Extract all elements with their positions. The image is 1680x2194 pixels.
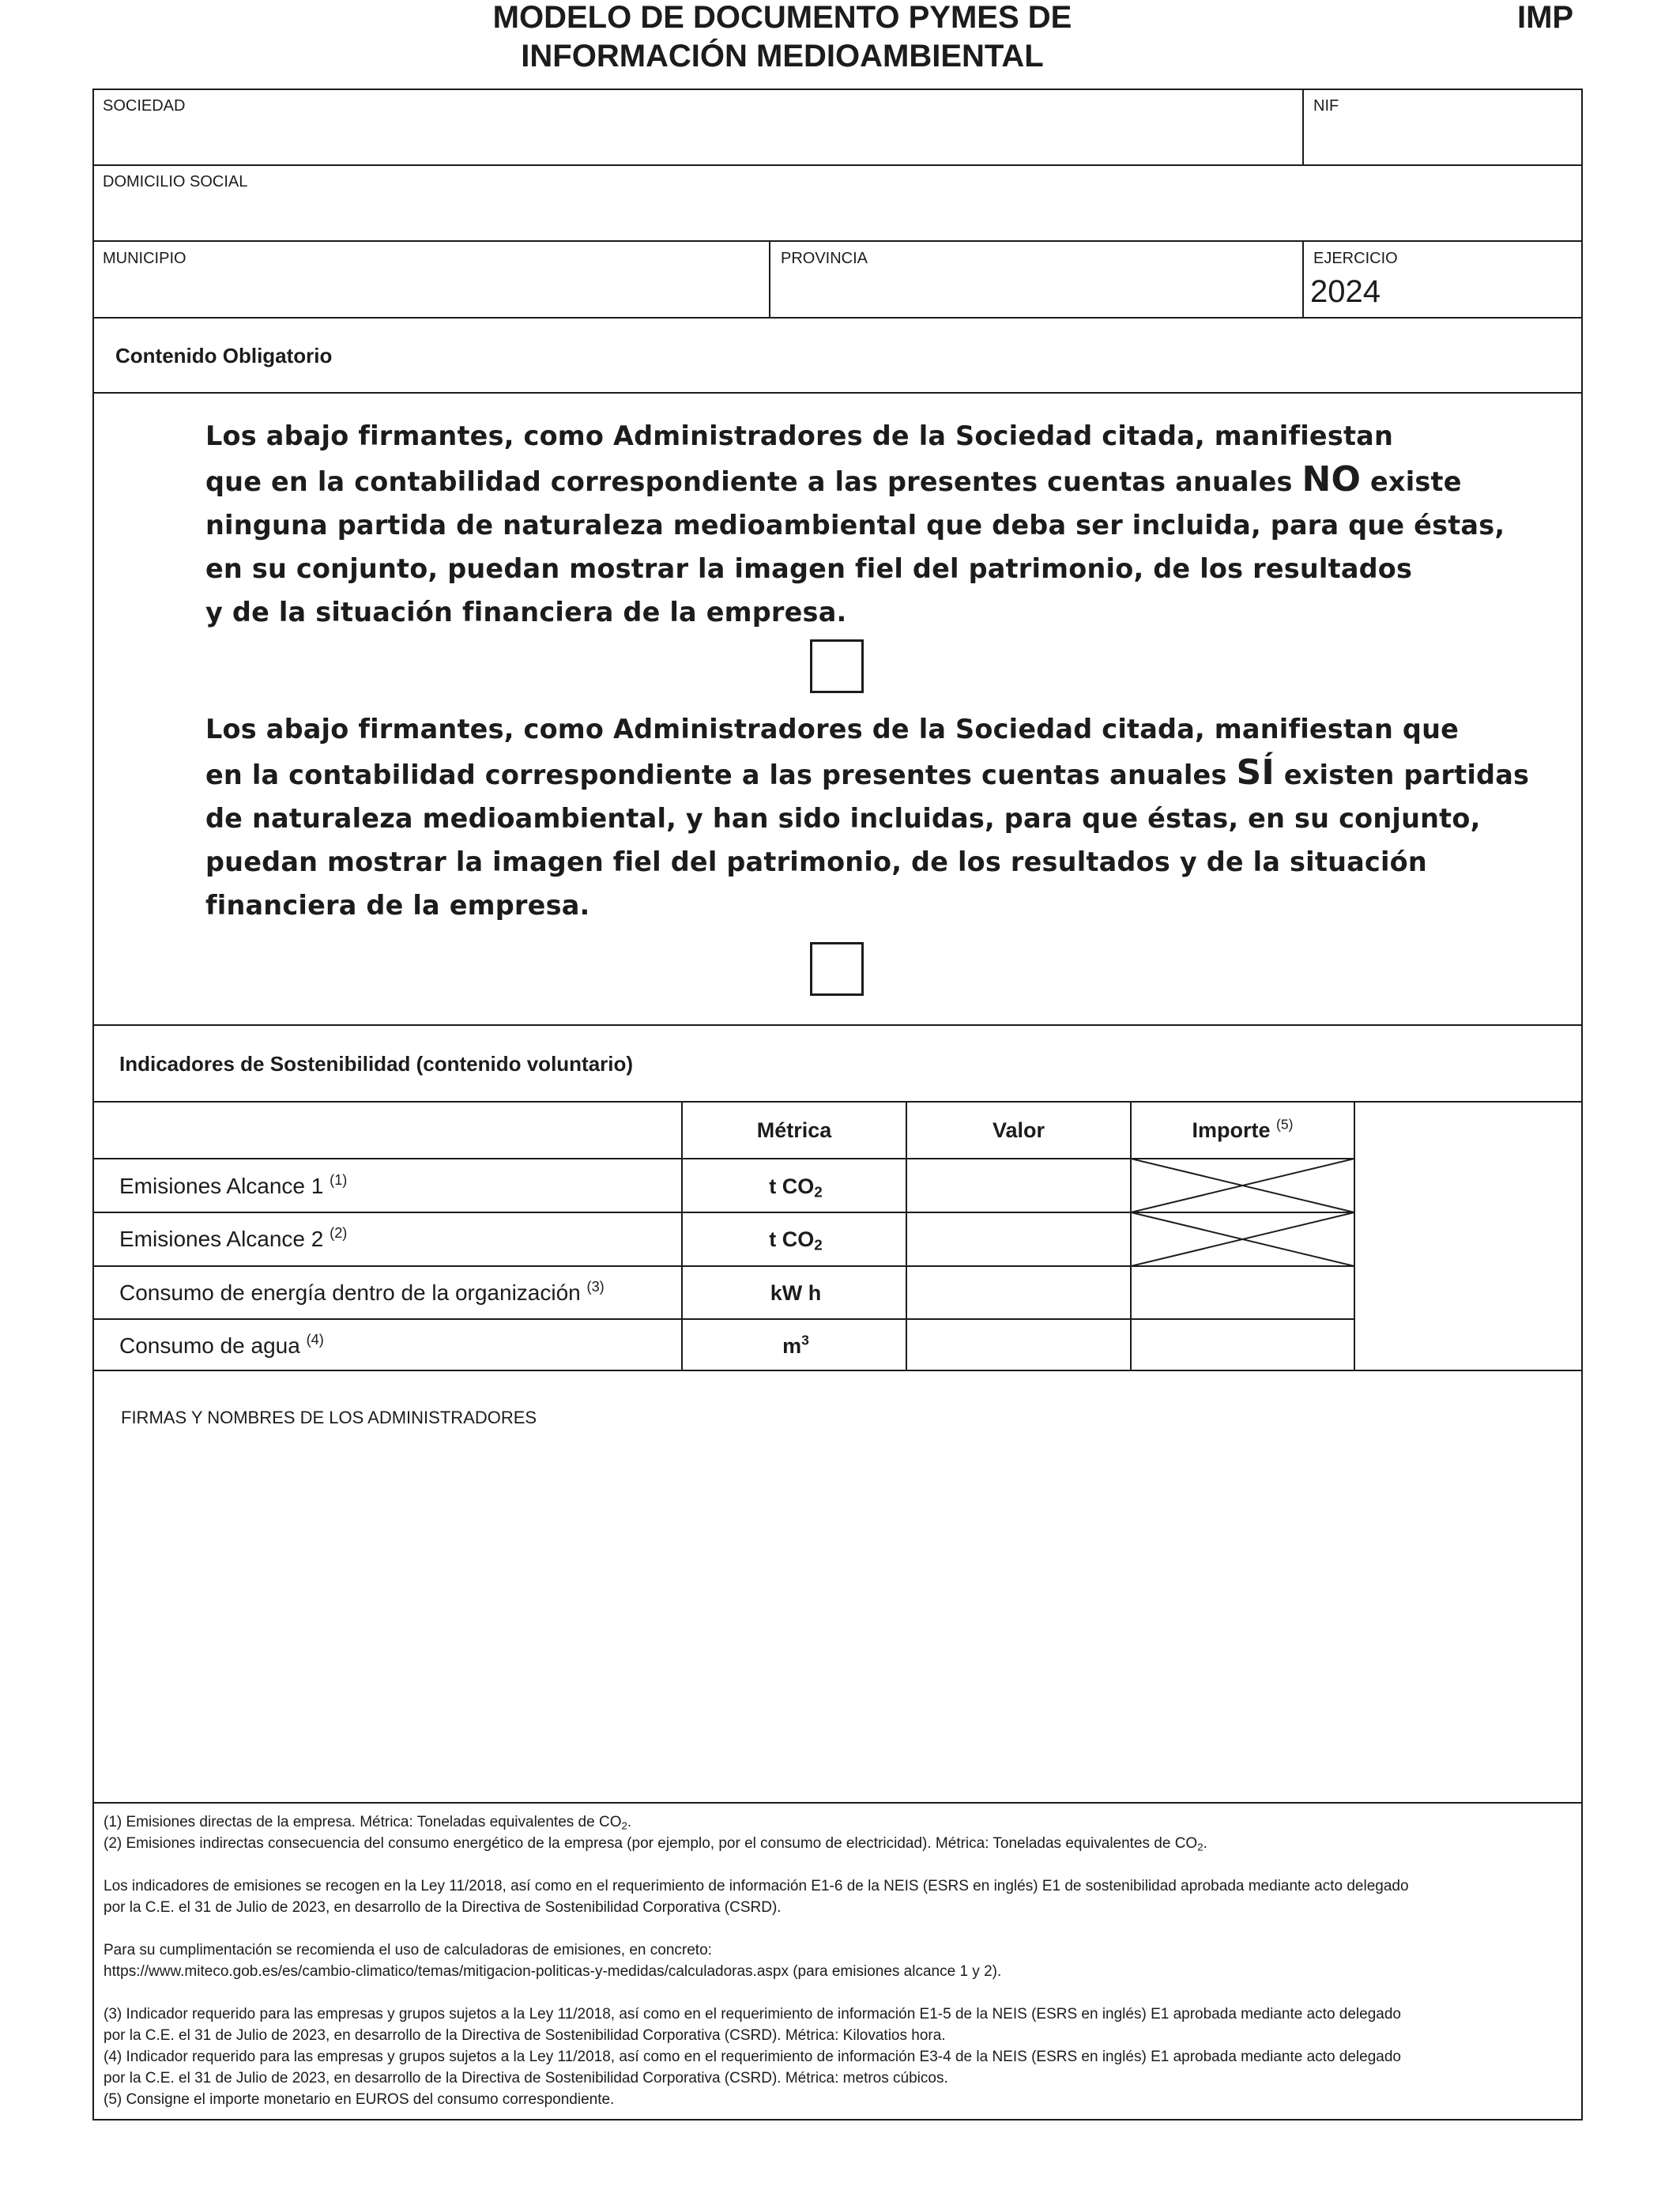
row-note: (1) xyxy=(330,1172,348,1189)
statement-text: en la contabilidad correspondiente a las presentes cuentas anuales xyxy=(205,760,1237,790)
row-label-text: Emisiones Alcance 1 xyxy=(119,1174,324,1198)
column-header-metrica: Métrica xyxy=(756,1118,832,1142)
statement-no-line: Los abajo firmantes, como Administradores de la Sociedad citada, manifiestan xyxy=(205,420,1394,451)
divider xyxy=(92,1802,1583,1804)
divider xyxy=(92,392,1583,394)
footnote-text: (1) Emisiones directas de la empresa. Métrica: Toneladas equivalentes de CO xyxy=(104,1814,622,1830)
statement-si-line: de naturaleza medioambiental, y han sido incluidas, para que éstas, en su conjunto, xyxy=(205,803,1481,834)
row-note: (2) xyxy=(330,1225,348,1242)
metric-subscript: 2 xyxy=(814,1237,823,1254)
table-rule xyxy=(92,1318,1355,1320)
footnote-text: (2) Emisiones indirectas consecuencia del consumo energético de la empresa (por ejemplo, por el consumo de electricidad). Métrica: Toneladas equivalentes de CO xyxy=(104,1835,1198,1852)
provincia-field[interactable] xyxy=(775,271,1298,312)
row-label-text: Consumo de agua xyxy=(119,1333,300,1358)
metric-cell xyxy=(684,1333,908,1359)
row-label-emisiones-1 xyxy=(119,1173,347,1200)
spacer xyxy=(104,1918,1573,1940)
ejercicio-label: EJERCICIO xyxy=(1313,250,1398,267)
domicilio-field[interactable] xyxy=(96,194,1577,236)
statement-si xyxy=(205,707,1533,927)
divider xyxy=(769,241,770,318)
crossed-cells-icon xyxy=(1131,1159,1354,1266)
statement-no-line: ninguna partida de naturaleza medioambiental que deba ser incluida, para que éstas, xyxy=(205,510,1505,541)
metric-superscript: 3 xyxy=(801,1332,809,1348)
calculators-link: https://www.miteco.gob.es/es/cambio-climatico/temas/mitigacion-politicas-y-medidas/calculadoras.aspx (para emisiones alcance 1 y 2). xyxy=(104,1963,1002,1980)
statement-text: que en la contabilidad correspondiente a las presentes cuentas anuales xyxy=(205,466,1302,497)
municipio-label: MUNICIPIO xyxy=(103,250,186,267)
footnote-3: (3) Indicador requerido para las empresas y grupos sujetos a la Ley 11/2018, así como en el requerimiento de información E1-5 de la NEIS (ESRS en inglés) E1 aprobada mediante acto delegado xyxy=(104,2006,1401,2022)
row-label-text: Consumo de energía dentro de la organización xyxy=(119,1280,581,1305)
statement-no-line xyxy=(205,458,1533,503)
column-header-valor: Valor xyxy=(992,1118,1045,1142)
title-line-2: INFORMACIÓN MEDIOAMBIENTAL xyxy=(521,39,1044,74)
statement-no-line: en su conjunto, puedan mostrar la imagen fiel del patrimonio, de los resultados xyxy=(205,553,1413,584)
row-label-text: Emisiones Alcance 2 xyxy=(119,1227,324,1251)
importe-field[interactable] xyxy=(1133,1321,1352,1369)
statement-text: existe xyxy=(1361,466,1462,497)
signatures-heading: FIRMAS Y NOMBRES DE LOS ADMINISTRADORES xyxy=(121,1408,537,1427)
form-code: IMP xyxy=(1517,0,1574,35)
metric-subscript: 2 xyxy=(814,1184,823,1201)
valor-field[interactable] xyxy=(909,1161,1128,1210)
statement-no-line: y de la situación financiera de la empresa. xyxy=(205,597,847,628)
valor-field[interactable] xyxy=(909,1269,1128,1317)
footnote-5: (5) Consigne el importe monetario en EUROS del consumo correspondiente. xyxy=(104,2091,615,2108)
signatures-area[interactable] xyxy=(96,1438,1577,1796)
footnote-3: por la C.E. el 31 de Julio de 2023, en desarrollo de la Directiva de Sostenibilidad Corporativa (CSRD). Métrica: Kilovatios hora. xyxy=(104,2027,946,2044)
valor-field[interactable] xyxy=(909,1321,1128,1369)
sociedad-field[interactable] xyxy=(96,119,1298,160)
valor-field[interactable] xyxy=(909,1215,1128,1264)
footnote-1 xyxy=(104,1811,1573,1833)
spacer xyxy=(104,1982,1573,2004)
page-title xyxy=(348,0,1217,76)
divider xyxy=(92,164,1583,166)
importe-label: Importe xyxy=(1192,1118,1271,1142)
footnote-text: . xyxy=(627,1814,632,1830)
nif-label: NIF xyxy=(1313,97,1339,115)
statement-si-line xyxy=(205,751,1533,797)
footnote-4: (4) Indicador requerido para las empresas y grupos sujetos a la Ley 11/2018, así como en el requerimiento de información E3-4 de la NEIS (ESRS en inglés) E1 aprobada mediante acto delegado xyxy=(104,2049,1401,2065)
metric-cell xyxy=(684,1280,908,1306)
statement-si-line: puedan mostrar la imagen fiel del patrimonio, de los resultados y de la situación xyxy=(205,846,1427,877)
sociedad-label: SOCIEDAD xyxy=(103,97,186,115)
footnote-paragraph: por la C.E. el 31 de Julio de 2023, en desarrollo de la Directiva de Sostenibilidad Corporativa (CSRD). xyxy=(104,1899,782,1916)
footnote-paragraph: Los indicadores de emisiones se recogen en la Ley 11/2018, así como en el requerimiento de información E1-6 de la NEIS (ESRS en inglés) E1 de sostenibilidad aprobada mediante acto delegado xyxy=(104,1878,1409,1894)
statement-no xyxy=(205,414,1533,634)
row-note: (4) xyxy=(306,1332,324,1348)
nif-field[interactable] xyxy=(1309,119,1577,160)
domicilio-label: DOMICILIO SOCIAL xyxy=(103,173,248,190)
divider xyxy=(1302,89,1304,165)
metric-text: t CO xyxy=(769,1174,815,1198)
title-line-1: MODELO DE DOCUMENTO PYMES DE xyxy=(492,0,1072,35)
divider xyxy=(1302,241,1304,318)
footnote-paragraph: Para su cumplimentación se recomienda el uso de calculadoras de emisiones, en concreto: xyxy=(104,1942,712,1958)
statement-text: existen partidas xyxy=(1274,760,1530,790)
footnote-subscript: 2 xyxy=(621,1819,627,1832)
divider xyxy=(92,1370,1583,1371)
importe-field[interactable] xyxy=(1133,1269,1352,1317)
metric-cell xyxy=(684,1173,908,1200)
row-label-consumo-energia xyxy=(119,1280,605,1306)
statement-no-emphasis: NO xyxy=(1301,459,1362,499)
statement-si-line: Los abajo firmantes, como Administradores de la Sociedad citada, manifiestan que xyxy=(205,714,1460,745)
metric-text: kW h xyxy=(770,1281,822,1305)
statement-si-emphasis: SÍ xyxy=(1236,752,1275,793)
divider xyxy=(92,1101,1583,1103)
row-note: (3) xyxy=(586,1279,605,1295)
checkbox-no-environmental-items[interactable] xyxy=(810,639,864,693)
metric-text: m xyxy=(782,1334,802,1358)
footnote-2 xyxy=(104,1833,1573,1854)
statement-si-line: financiera de la empresa. xyxy=(205,890,590,921)
ejercicio-value[interactable]: 2024 xyxy=(1310,274,1381,309)
row-label-emisiones-2 xyxy=(119,1226,347,1253)
divider xyxy=(92,1024,1583,1026)
footnote-subscript: 2 xyxy=(1197,1841,1203,1853)
municipio-field[interactable] xyxy=(96,271,764,312)
footnote-text: . xyxy=(1203,1835,1207,1852)
sustainability-heading: Indicadores de Sostenibilidad (contenido voluntario) xyxy=(119,1052,634,1076)
row-label-consumo-agua xyxy=(119,1333,324,1359)
checkbox-yes-environmental-items[interactable] xyxy=(810,942,864,996)
footnotes xyxy=(104,1811,1573,2110)
provincia-label: PROVINCIA xyxy=(781,250,868,267)
footnote-4: por la C.E. el 31 de Julio de 2023, en desarrollo de la Directiva de Sostenibilidad Corporativa (CSRD). Métrica: metros cúbicos. xyxy=(104,2070,948,2087)
metric-cell xyxy=(684,1226,908,1253)
divider xyxy=(92,240,1583,242)
spacer xyxy=(104,1854,1573,1875)
column-header-importe xyxy=(1132,1118,1354,1143)
metric-text: t CO xyxy=(769,1227,815,1251)
divider xyxy=(92,317,1583,319)
mandatory-heading: Contenido Obligatorio xyxy=(115,344,333,368)
importe-note: (5) xyxy=(1276,1116,1294,1133)
